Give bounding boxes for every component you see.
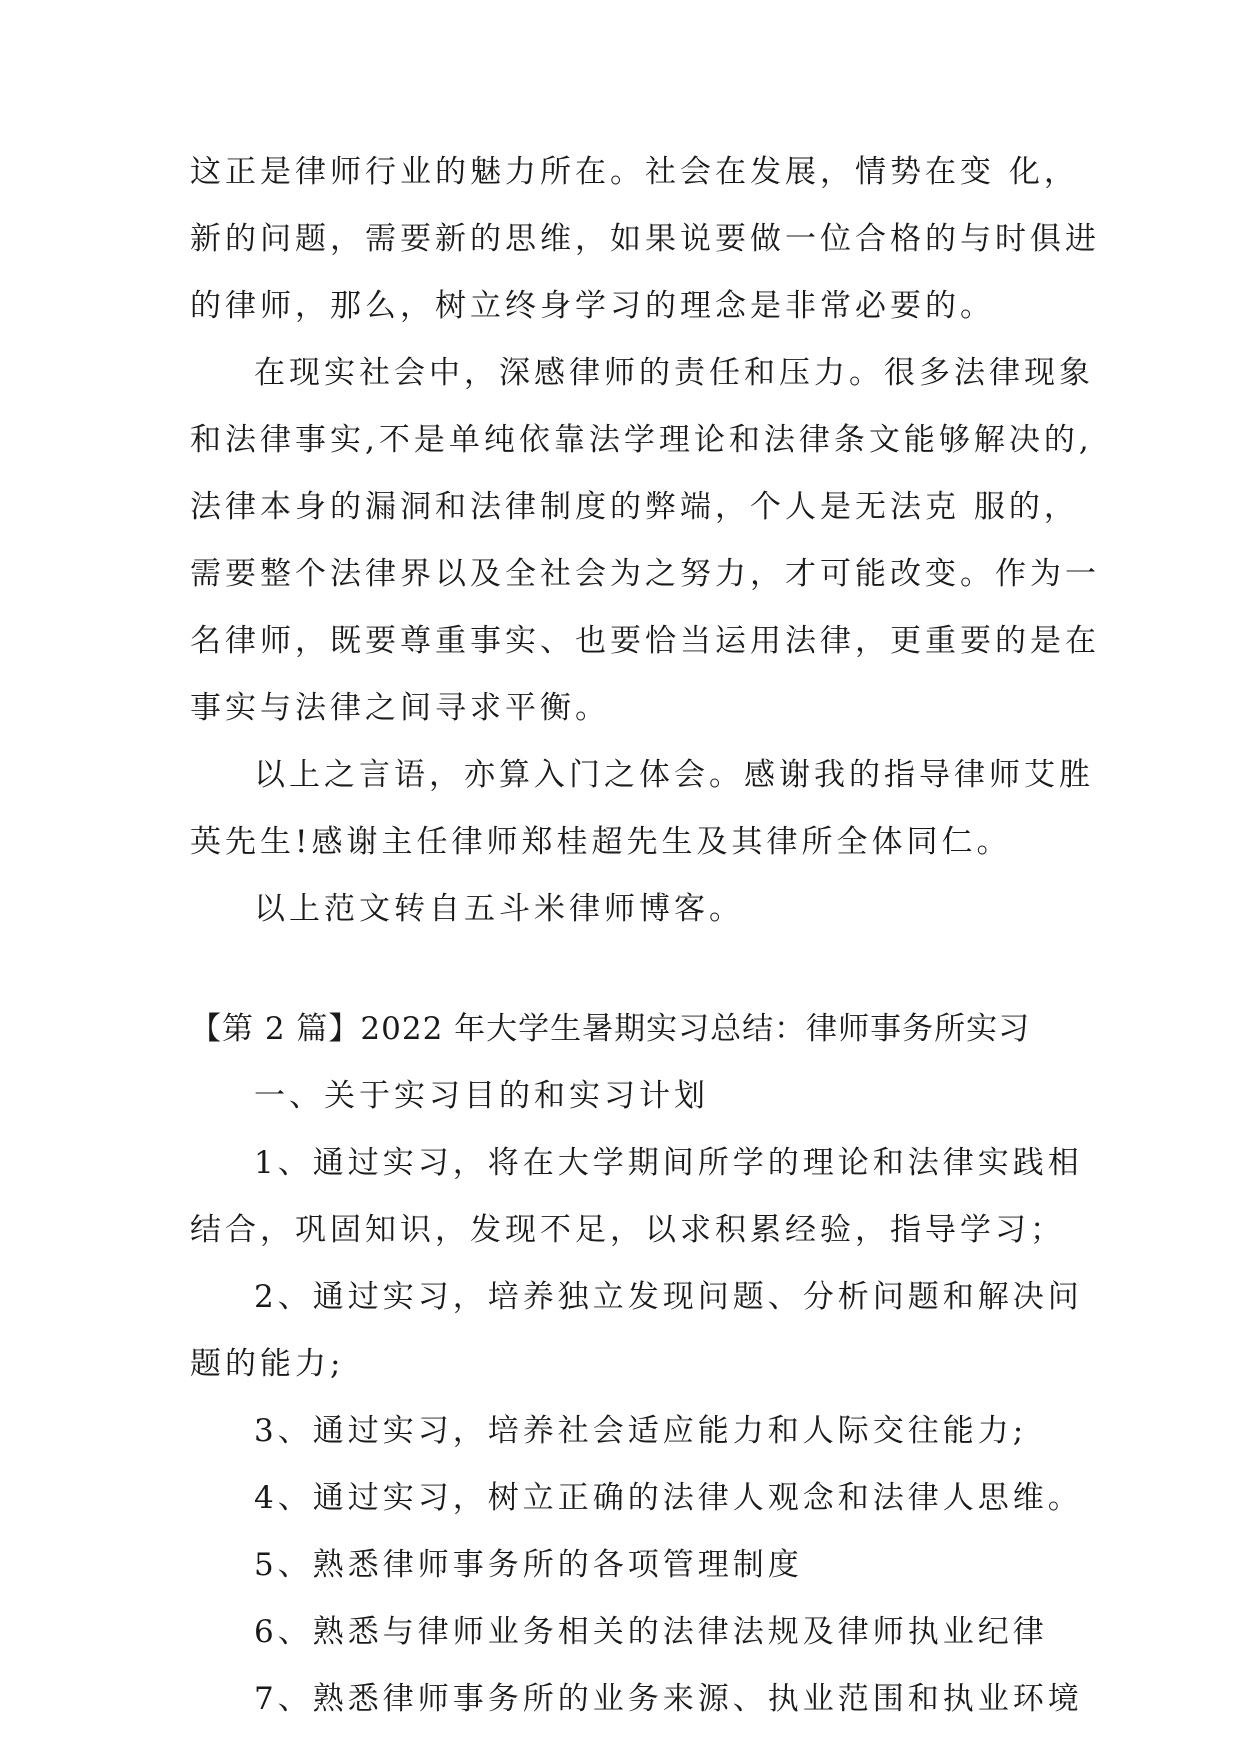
text-line: 名律师，既要尊重事实、也要恰当运用法律，更重要的是在 bbox=[190, 623, 1100, 659]
paragraph-start: 以上范文转自五斗米律师博客。 bbox=[254, 891, 744, 927]
list-item: 2、通过实习，培养独立发现问题、分析问题和解决问 bbox=[254, 1279, 1083, 1315]
section-heading: 【第 2 篇】2022 年大学生暑期实习总结：律师事务所实习 bbox=[190, 1011, 1031, 1047]
list-item: 3、通过实习，培养社会适应能力和人际交往能力; bbox=[254, 1413, 1028, 1449]
paragraph-start: 以上之言语，亦算入门之体会。感谢我的指导律师艾胜 bbox=[254, 757, 1094, 793]
text-line: 事实与法律之间寻求平衡。 bbox=[190, 690, 610, 726]
text-line: 新的问题，需要新的思维，如果说要做一位合格的与时俱进 bbox=[190, 221, 1100, 257]
text-line: 的律师，那么，树立终身学习的理念是非常必要的。 bbox=[190, 288, 995, 324]
text-line: 这正是律师行业的魅力所在。社会在发展，情势在变 化， bbox=[190, 154, 1079, 190]
text-line: 英先生!感谢主任律师郑桂超先生及其律所全体同仁。 bbox=[190, 824, 1012, 860]
subheading: 一、关于实习目的和实习计划 bbox=[254, 1078, 709, 1114]
text-line: 和法律事实,不是单纯依靠法学理论和法律条文能够解决的, bbox=[190, 422, 1093, 458]
list-item: 5、熟悉律师事务所的各项管理制度 bbox=[254, 1547, 803, 1583]
list-item: 6、熟悉与律师业务相关的法律法规及律师执业纪律 bbox=[254, 1614, 1048, 1650]
paragraph-start: 在现实社会中，深感律师的责任和压力。很多法律现象 bbox=[254, 355, 1094, 391]
text-line: 法律本身的漏洞和法律制度的弊端，个人是无法克 服的， bbox=[190, 489, 1079, 525]
list-item: 1、通过实习，将在大学期间所学的理论和法律实践相 bbox=[254, 1145, 1083, 1181]
list-item: 4、通过实习，树立正确的法律人观念和法律人思维。 bbox=[254, 1480, 1083, 1516]
list-item: 7、熟悉律师事务所的业务来源、执业范围和执业环境 bbox=[254, 1681, 1083, 1717]
text-line: 题的能力; bbox=[190, 1346, 345, 1382]
text-line: 结合，巩固知识，发现不足，以求积累经验，指导学习； bbox=[190, 1212, 1065, 1248]
text-line: 需要整个法律界以及全社会为之努力，才可能改变。作为一 bbox=[190, 556, 1100, 592]
